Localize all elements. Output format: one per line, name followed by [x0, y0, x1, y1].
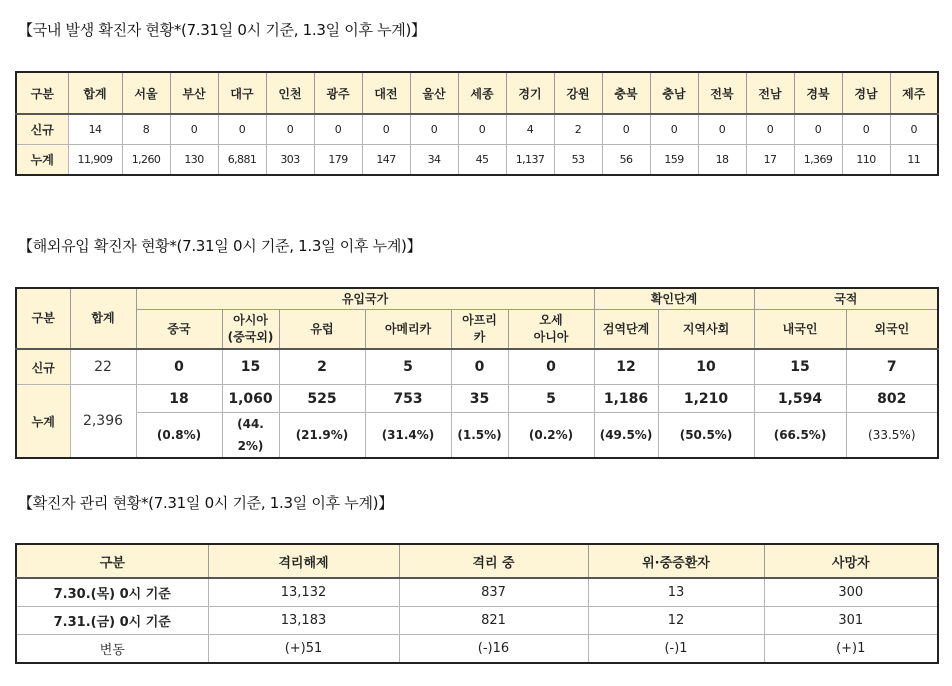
table-cell: 1,369 — [794, 145, 842, 176]
table-cell: (0.8%) — [136, 413, 222, 459]
table-cell: 56 — [602, 145, 650, 176]
management-row-change — [16, 635, 938, 664]
table-cell: 15 — [754, 349, 846, 385]
table-cell: 179 — [314, 145, 362, 176]
table-cell: 1,060 — [222, 385, 279, 413]
header-cell: 대전 — [362, 72, 410, 114]
imported-sub-header-row — [16, 310, 938, 350]
table-cell: 2 — [554, 114, 602, 145]
header-cell: 검역단계 — [594, 310, 658, 350]
table-cell: 0 — [794, 114, 842, 145]
table-cell: 0 — [602, 114, 650, 145]
cell-line: (44. — [237, 417, 264, 431]
header-cell: 인천 — [266, 72, 314, 114]
row-label: 7.31.(금) 0시 기준 — [16, 607, 208, 635]
table-cell: 130 — [170, 145, 218, 176]
table-cell: (+)51 — [208, 635, 399, 664]
header-cell: 중국 — [136, 310, 222, 350]
row-label: 변동 — [16, 635, 208, 664]
table-cell: 13,132 — [208, 578, 399, 607]
table-cell: 2,396 — [70, 385, 136, 459]
table-cell: 5 — [508, 385, 594, 413]
imported-percent-row — [16, 413, 938, 459]
table-cell: 0 — [218, 114, 266, 145]
table-cell: 0 — [842, 114, 890, 145]
table-cell: (0.2%) — [508, 413, 594, 459]
table-cell: 13,183 — [208, 607, 399, 635]
table-cell: 802 — [846, 385, 938, 413]
table-cell: 11 — [890, 145, 938, 176]
table-cell: 4 — [506, 114, 554, 145]
table-cell: 0 — [698, 114, 746, 145]
imported-cumulative-row — [16, 385, 938, 413]
header-cell: 구분 — [16, 544, 208, 578]
header-cell: 아메리카 — [365, 310, 451, 350]
imported-cases-table — [15, 287, 939, 459]
table-cell: (49.5%) — [594, 413, 658, 459]
management-table — [15, 543, 939, 664]
header-cell: 격리해제 — [208, 544, 399, 578]
imported-group-header-row — [16, 288, 938, 310]
header-cell — [222, 310, 279, 350]
header-cell — [451, 310, 508, 350]
table-cell: 0 — [136, 349, 222, 385]
row-label: 누계 — [16, 385, 70, 459]
table-cell: 525 — [279, 385, 365, 413]
header-cell: 경북 — [794, 72, 842, 114]
table-cell: 12 — [588, 607, 764, 635]
table-cell: 837 — [399, 578, 588, 607]
header-cell: 울산 — [410, 72, 458, 114]
header-cell: 사망자 — [764, 544, 938, 578]
row-label: 신규 — [16, 349, 70, 385]
table-cell: (31.4%) — [365, 413, 451, 459]
table-cell: (21.9%) — [279, 413, 365, 459]
header-line: (중국외) — [227, 330, 274, 344]
table-cell: 0 — [458, 114, 506, 145]
header-cell: 광주 — [314, 72, 362, 114]
table-cell: 34 — [410, 145, 458, 176]
domestic-header-row — [16, 72, 938, 114]
table-cell: 0 — [266, 114, 314, 145]
management-section-title: 【확진자 관리 현황*(7.31일 0시 기준, 1.3일 이후 누계)】 — [18, 494, 393, 512]
table-cell: 8 — [122, 114, 170, 145]
table-cell: 301 — [764, 607, 938, 635]
table-cell: 6,881 — [218, 145, 266, 176]
row-label: 신규 — [16, 114, 68, 145]
table-cell: 1,137 — [506, 145, 554, 176]
table-cell: 13 — [588, 578, 764, 607]
domestic-cases-table — [15, 71, 939, 176]
header-cell: 강원 — [554, 72, 602, 114]
table-cell: 22 — [70, 349, 136, 385]
table-cell: 10 — [658, 349, 754, 385]
table-cell: 7 — [846, 349, 938, 385]
table-cell: (33.5%) — [846, 413, 938, 459]
table-cell: 18 — [136, 385, 222, 413]
domestic-new-row — [16, 114, 938, 145]
header-cell: 전북 — [698, 72, 746, 114]
header-cell: 격리 중 — [399, 544, 588, 578]
header-cell: 위·중증환자 — [588, 544, 764, 578]
header-cell: 서울 — [122, 72, 170, 114]
header-line: 카 — [473, 330, 486, 344]
header-cell: 합계 — [70, 288, 136, 349]
domestic-section-title: 【국내 발생 확진자 현황*(7.31일 0시 기준, 1.3일 이후 누계)】 — [18, 21, 426, 39]
header-cell: 외국인 — [846, 310, 938, 350]
header-cell: 세종 — [458, 72, 506, 114]
table-cell: 0 — [508, 349, 594, 385]
table-cell: 300 — [764, 578, 938, 607]
table-cell: (1.5%) — [451, 413, 508, 459]
header-line: 아니아 — [533, 330, 569, 344]
table-cell: 0 — [890, 114, 938, 145]
header-cell: 경기 — [506, 72, 554, 114]
group-header-stage: 확인단계 — [594, 288, 754, 310]
row-label: 누계 — [16, 145, 68, 176]
group-header-nationality: 국적 — [754, 288, 938, 310]
table-cell: 303 — [266, 145, 314, 176]
header-cell: 대구 — [218, 72, 266, 114]
table-cell: 0 — [746, 114, 794, 145]
management-row-0731 — [16, 607, 938, 635]
table-cell: 821 — [399, 607, 588, 635]
table-cell — [222, 413, 279, 459]
table-cell: 17 — [746, 145, 794, 176]
imported-section-title: 【해외유입 확진자 현황*(7.31일 0시 기준, 1.3일 이후 누계)】 — [18, 237, 422, 255]
table-cell: 53 — [554, 145, 602, 176]
header-cell: 유럽 — [279, 310, 365, 350]
table-cell: 1,260 — [122, 145, 170, 176]
cell-line: 2%) — [237, 439, 264, 453]
header-cell: 전남 — [746, 72, 794, 114]
table-cell: 147 — [362, 145, 410, 176]
header-line: 아시아 — [233, 313, 268, 327]
table-cell: (-)1 — [588, 635, 764, 664]
table-cell: 0 — [362, 114, 410, 145]
header-cell: 부산 — [170, 72, 218, 114]
table-cell: 1,186 — [594, 385, 658, 413]
group-header-origin: 유입국가 — [136, 288, 594, 310]
header-cell: 충남 — [650, 72, 698, 114]
table-cell: 0 — [170, 114, 218, 145]
header-cell: 합계 — [68, 72, 122, 114]
table-cell: 15 — [222, 349, 279, 385]
table-cell: 2 — [279, 349, 365, 385]
header-cell: 제주 — [890, 72, 938, 114]
table-cell: 1,210 — [658, 385, 754, 413]
header-cell: 내국인 — [754, 310, 846, 350]
table-cell: 5 — [365, 349, 451, 385]
table-cell: 0 — [314, 114, 362, 145]
imported-new-row — [16, 349, 938, 385]
table-cell: 35 — [451, 385, 508, 413]
table-cell: 753 — [365, 385, 451, 413]
table-cell: 11,909 — [68, 145, 122, 176]
header-cell: 구분 — [16, 288, 70, 349]
management-header-row — [16, 544, 938, 578]
header-line: 오세 — [539, 313, 563, 327]
table-cell: (+)1 — [764, 635, 938, 664]
header-line: 아프리 — [462, 313, 497, 327]
header-cell: 지역사회 — [658, 310, 754, 350]
domestic-cumulative-row — [16, 145, 938, 176]
management-row-0730 — [16, 578, 938, 607]
table-cell: 14 — [68, 114, 122, 145]
table-cell: 0 — [650, 114, 698, 145]
table-cell: (50.5%) — [658, 413, 754, 459]
table-cell: 45 — [458, 145, 506, 176]
row-label: 7.30.(목) 0시 기준 — [16, 578, 208, 607]
table-cell: 110 — [842, 145, 890, 176]
header-cell: 경남 — [842, 72, 890, 114]
table-cell: 12 — [594, 349, 658, 385]
header-cell — [508, 310, 594, 350]
table-cell: 0 — [410, 114, 458, 145]
header-cell: 충북 — [602, 72, 650, 114]
table-cell: (-)16 — [399, 635, 588, 664]
table-cell: 0 — [451, 349, 508, 385]
header-cell: 구분 — [16, 72, 68, 114]
table-cell: 1,594 — [754, 385, 846, 413]
table-cell: (66.5%) — [754, 413, 846, 459]
table-cell: 159 — [650, 145, 698, 176]
table-cell: 18 — [698, 145, 746, 176]
